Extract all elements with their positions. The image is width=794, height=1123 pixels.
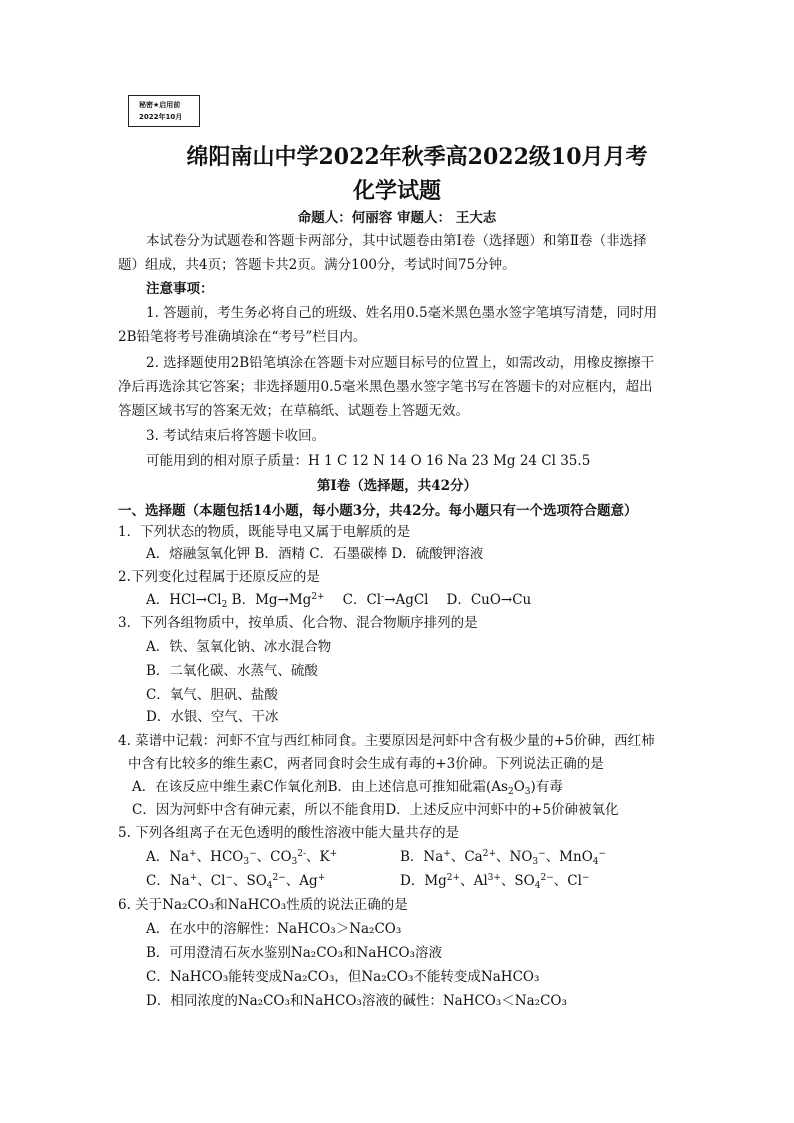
notice-title: 注意事项： — [146, 281, 214, 297]
exam-subtitle: 化学试题 — [352, 178, 441, 204]
notice-2a: 2. 选择题使用2B铅笔填涂在答题卡对应题目标号的位置上，如需改动，用橡皮擦擦干 — [146, 355, 655, 371]
q4-line-2: 中含有比较多的维生素C，两者同食时会生成有毒的+3价砷。下列说法正确的是 — [128, 756, 604, 772]
notice-3: 3. 考试结束后将答题卡收回。 — [146, 428, 326, 444]
section-title: 第Ⅰ卷（选择题，共42分） — [316, 478, 478, 494]
stamp-line-2: 2022年10月 — [139, 113, 183, 121]
section-heading: 一、选择题（本题包括14小题，每小题3分，共42分。每小题只有一个选项符合题意） — [118, 503, 638, 519]
q3-stem: 3．下列各组物质中，按单质、化合物、混合物顺序排列的是 — [118, 615, 478, 631]
q1-options: A．熔融氢氧化钾 B．酒精 C．石墨碳棒 D．硫酸钾溶液 — [146, 546, 484, 562]
q3-option-d: D．水银、空气、干冰 — [146, 709, 279, 725]
q3-option-c: C．氧气、胆矾、盐酸 — [146, 687, 278, 703]
notice-1a: 1. 答题前，考生务必将自己的班级、姓名用0.5毫米黑色墨水签字笔填写清楚，同时用 — [146, 305, 658, 321]
q5-option-b: B．Na+、$Ca^{2+}$、$NO_3^-$、MnO$_4$− — [400, 849, 607, 867]
stamp-line-1: 秘密★启用前 — [139, 101, 181, 109]
intro-line-2: 题）组成，共4页；答题卡共2页。满分100分，考试时间75分钟。 — [118, 257, 516, 273]
q6-option-b: B．可用澄清石灰水鉴别Na₂CO₃和NaHCO₃溶液 — [146, 945, 442, 961]
notice-1b: 2B铅笔将考号准确填涂在“考号”栏目内。 — [118, 329, 367, 345]
intro-line-1: 本试卷分为试题卷和答题卡两部分，其中试题卷由第Ⅰ卷（选择题）和第Ⅱ卷（非选择 — [146, 233, 647, 249]
authors-line: 命题人：何丽容 审题人： 王大志 — [297, 210, 497, 226]
q6-option-d: D．相同浓度的Na₂CO₃和NaHCO₃溶液的碱性：NaHCO₃＜Na₂CO₃ — [146, 993, 567, 1009]
confidential-stamp — [128, 95, 200, 127]
q5-stem: 5. 下列各组离子在无色透明的酸性溶液中能大量共存的是 — [118, 825, 460, 841]
q6-option-a: A．在水中的溶解性：NaHCO₃＞Na₂CO₃ — [146, 921, 402, 937]
q5-option-d: D．$Mg^{2+}$、$Al^{3+}$、$SO_4^{2-}$、Cl− — [400, 873, 590, 891]
q4-line-1: 4. 菜谱中记载：河虾不宜与西红柿同食。主要原因是河虾中含有极少量的+5价砷，西红柿 — [118, 733, 655, 749]
atomic-masses: 可能用到的相对原子质量：H 1 C 12 N 14 O 16 Na 23 Mg 24 Cl 35.5 — [146, 453, 591, 469]
q2-options: A．$HCl\to Cl_2$ B．$Mg\to Mg^{2+}$ C．Cl-→AgCl D．CuO→Cu — [146, 592, 532, 610]
notice-2c: 答题区域书写的答案无效；在草稿纸、试题卷上答题无效。 — [118, 403, 469, 419]
q2-stem: 2.下列变化过程属于还原反应的是 — [118, 569, 320, 585]
q1-stem: 1．下列状态的物质，既能导电又属于电解质的是 — [118, 524, 411, 540]
exam-title: 绵阳南山中学2022年秋季高2022级10月月考 — [186, 144, 648, 170]
notice-2b: 净后再选涂其它答案；非选择题用0.5毫米黑色墨水签字笔书写在答题卡的对应框内，超出 — [118, 379, 653, 395]
q4-options-ab: A．在该反应中维生素C作氧化剂B．由上述信息可推知砒霜$(As_2O_3)$有毒 — [132, 779, 563, 797]
q6-option-c: C．NaHCO₃能转变成Na₂CO₃，但Na₂CO₃不能转变成NaHCO₃ — [146, 969, 540, 985]
q5-option-c: C．Na+、Cl−、$SO_4^{2-}$、Ag+ — [146, 873, 326, 891]
q3-option-a: A．铁、氢氧化钠、冰水混合物 — [146, 639, 332, 655]
q5-option-a: A．Na+、$HCO_3^-$、$CO_3^{2-}$、K+ — [146, 849, 338, 867]
q4-options-cd: C．因为河虾中含有砷元素，所以不能食用D．上述反应中河虾中的+5价砷被氧化 — [132, 802, 619, 818]
q6-stem: 6. 关于Na₂CO₃和NaHCO₃性质的说法正确的是 — [118, 897, 408, 913]
q3-option-b: B．二氧化碳、水蒸气、硫酸 — [146, 663, 318, 679]
